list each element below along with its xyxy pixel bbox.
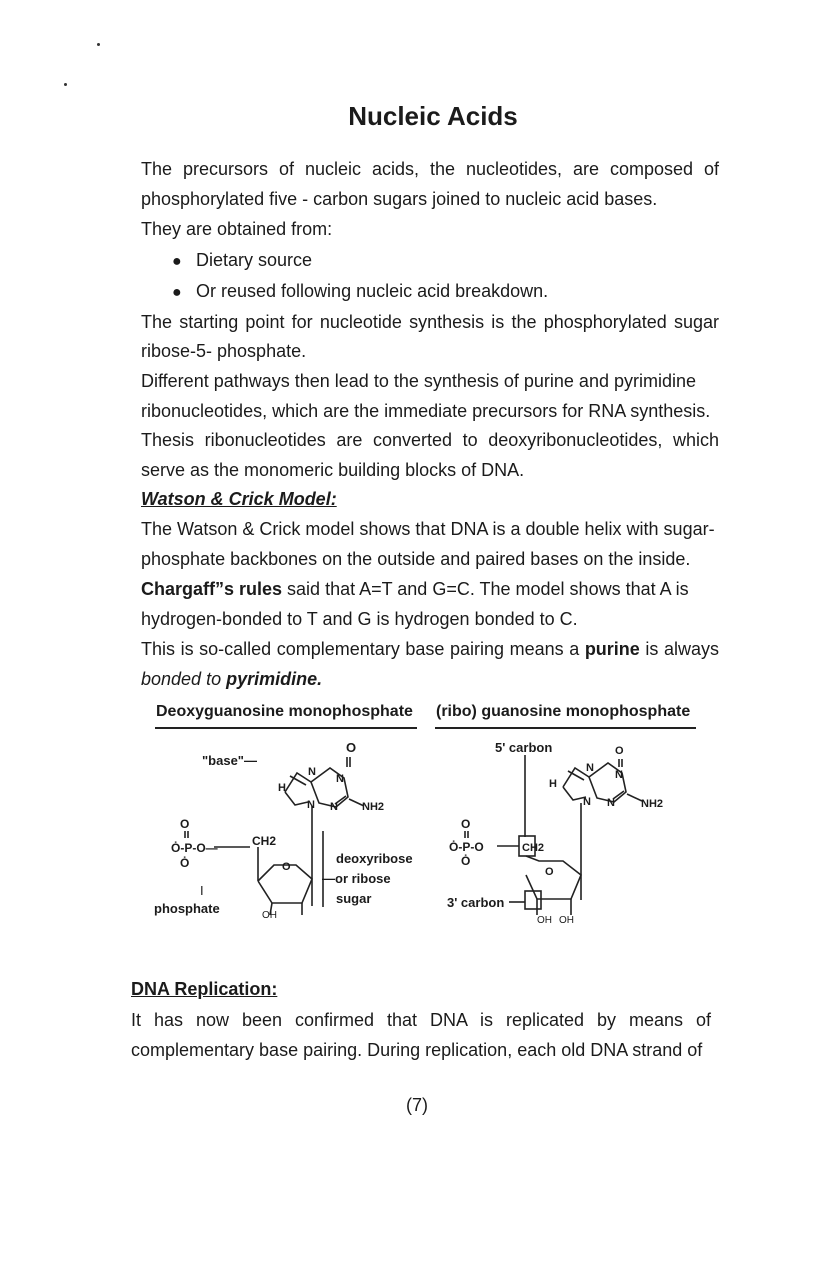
ring-nitrogen: N xyxy=(586,762,594,774)
sugar-label: —or ribose xyxy=(322,871,391,886)
bullet-icon: ● xyxy=(172,284,182,301)
paragraph-line xyxy=(141,574,719,604)
paragraph-line: The Watson & Crick model shows that DNA is a double helix with sugar- xyxy=(141,519,715,539)
guanosine-structure xyxy=(435,735,715,935)
obtained-line: They are obtained from: xyxy=(141,219,333,239)
watson-crick-heading xyxy=(141,484,719,514)
ring-nitrogen: N xyxy=(583,796,591,808)
scan-speck xyxy=(97,43,100,46)
hydroxyl-group: OH xyxy=(537,915,552,926)
hydroxyl-group: OH xyxy=(262,910,277,921)
watson-crick-heading-text: Watson & Crick Model: xyxy=(141,489,337,509)
paragraph-line: Thesis ribonucleotides are converted to deoxyribonucleotides, which xyxy=(141,430,719,450)
hydrogen-atom: H xyxy=(278,782,286,794)
phosphate-oxygen-minus: Ȯ xyxy=(180,856,190,870)
bonded-text: bonded to xyxy=(141,669,227,689)
carbonyl-oxygen: O xyxy=(615,745,624,757)
ch2-group: CH2 xyxy=(522,842,545,854)
paragraph-line: The starting point for nucleotide synthesis is the phosphorylated sugar xyxy=(141,312,719,332)
paragraph-line: ribose-5- phosphate. xyxy=(141,341,307,361)
chargaff-term: Chargaff”s rules xyxy=(141,579,283,599)
imidazole-ring-lower xyxy=(285,792,308,805)
paragraph-line xyxy=(141,634,719,664)
ring-nitrogen: N xyxy=(330,801,338,813)
intro-line: phosphorylated five - carbon sugars joined to nucleic acid bases. xyxy=(141,189,658,209)
bullet-icon: ● xyxy=(172,253,182,270)
sugar-ring-oxygen: O xyxy=(282,861,291,873)
phosphate-oxygen: O xyxy=(461,817,471,831)
paragraph-line: Different pathways then lead to the synthesis of purine and pyrimidine xyxy=(141,371,696,391)
chargaff-text: said that A=T and G=C. The model shows that A is xyxy=(282,579,689,599)
sugar-label: sugar xyxy=(336,891,372,906)
ring-nitrogen: N xyxy=(308,766,316,778)
carbonyl-oxygen: O xyxy=(346,740,357,755)
ring-nitrogen: N xyxy=(336,773,344,785)
phosphate-group: Ȯ-P-O— xyxy=(171,841,218,855)
paragraph-line: phosphate backbones on the outside and paired bases on the inside. xyxy=(141,549,691,569)
paragraph-line: serve as the monomeric building blocks of DNA. xyxy=(141,460,525,480)
c3-label: 3' carbon xyxy=(447,895,505,910)
phosphate-group: Ȯ-P-O xyxy=(449,840,484,854)
amino-group: NH2 xyxy=(641,798,664,810)
phosphate-oxygen-minus: Ȯ xyxy=(461,854,471,868)
phosphate-oxygen: O xyxy=(180,817,190,831)
c3-highlight-box xyxy=(525,891,541,909)
ch2-group: CH2 xyxy=(252,834,277,848)
pyrimidine-term: pyrimidine. xyxy=(226,669,323,689)
ring-nitrogen: N xyxy=(307,799,315,811)
paragraph-line xyxy=(141,664,719,694)
intro-line: The precursors of nucleic acids, the nucleotides, are composed of xyxy=(141,159,719,179)
bullet-item xyxy=(172,276,548,308)
sugar-ring-oxygen: O xyxy=(545,866,554,878)
c5-label: 5' carbon xyxy=(495,740,553,755)
paragraph-line: It has now been confirmed that DNA is replicated by means of xyxy=(131,1010,711,1030)
dna-replication-heading: DNA Replication: xyxy=(131,979,278,999)
hydrogen-atom: H xyxy=(549,778,557,790)
page-title: Nucleic Acids xyxy=(348,101,518,131)
caption-underline xyxy=(435,727,696,729)
scan-speck xyxy=(64,83,67,86)
ring-nitrogen: N xyxy=(607,797,615,809)
right-figure-caption: (ribo) guanosine monophosphate xyxy=(436,703,691,720)
phosphate-bar: I xyxy=(200,883,204,898)
left-figure-caption: Deoxyguanosine monophosphate xyxy=(156,703,413,720)
purine-term: purine xyxy=(584,639,640,659)
pairing-text: This is so-called complementary base pairing means a xyxy=(141,639,585,659)
hydroxyl-group: OH xyxy=(559,915,574,926)
caption-underline xyxy=(155,727,417,729)
base-label: "base"— xyxy=(202,753,257,768)
ring-nitrogen: N xyxy=(615,769,623,781)
phosphate-label: phosphate xyxy=(154,901,220,916)
pairing-text-end: is always xyxy=(639,639,719,659)
bullet-text: Or reused following nucleic acid breakdown. xyxy=(196,281,549,301)
amino-group: NH2 xyxy=(362,801,385,813)
deoxyguanosine-structure xyxy=(140,735,440,935)
bullet-item xyxy=(172,245,312,277)
sugar-label: deoxyribose xyxy=(336,851,413,866)
paragraph-line: complementary base pairing. During replication, each old DNA strand of xyxy=(131,1040,703,1060)
bullet-text: Dietary source xyxy=(196,250,313,270)
paragraph-line: ribonucleotides, which are the immediate precursors for RNA synthesis. xyxy=(141,401,711,421)
paragraph-line: hydrogen-bonded to T and G is hydrogen bonded to C. xyxy=(141,609,578,629)
page-number: (7) xyxy=(406,1095,428,1115)
